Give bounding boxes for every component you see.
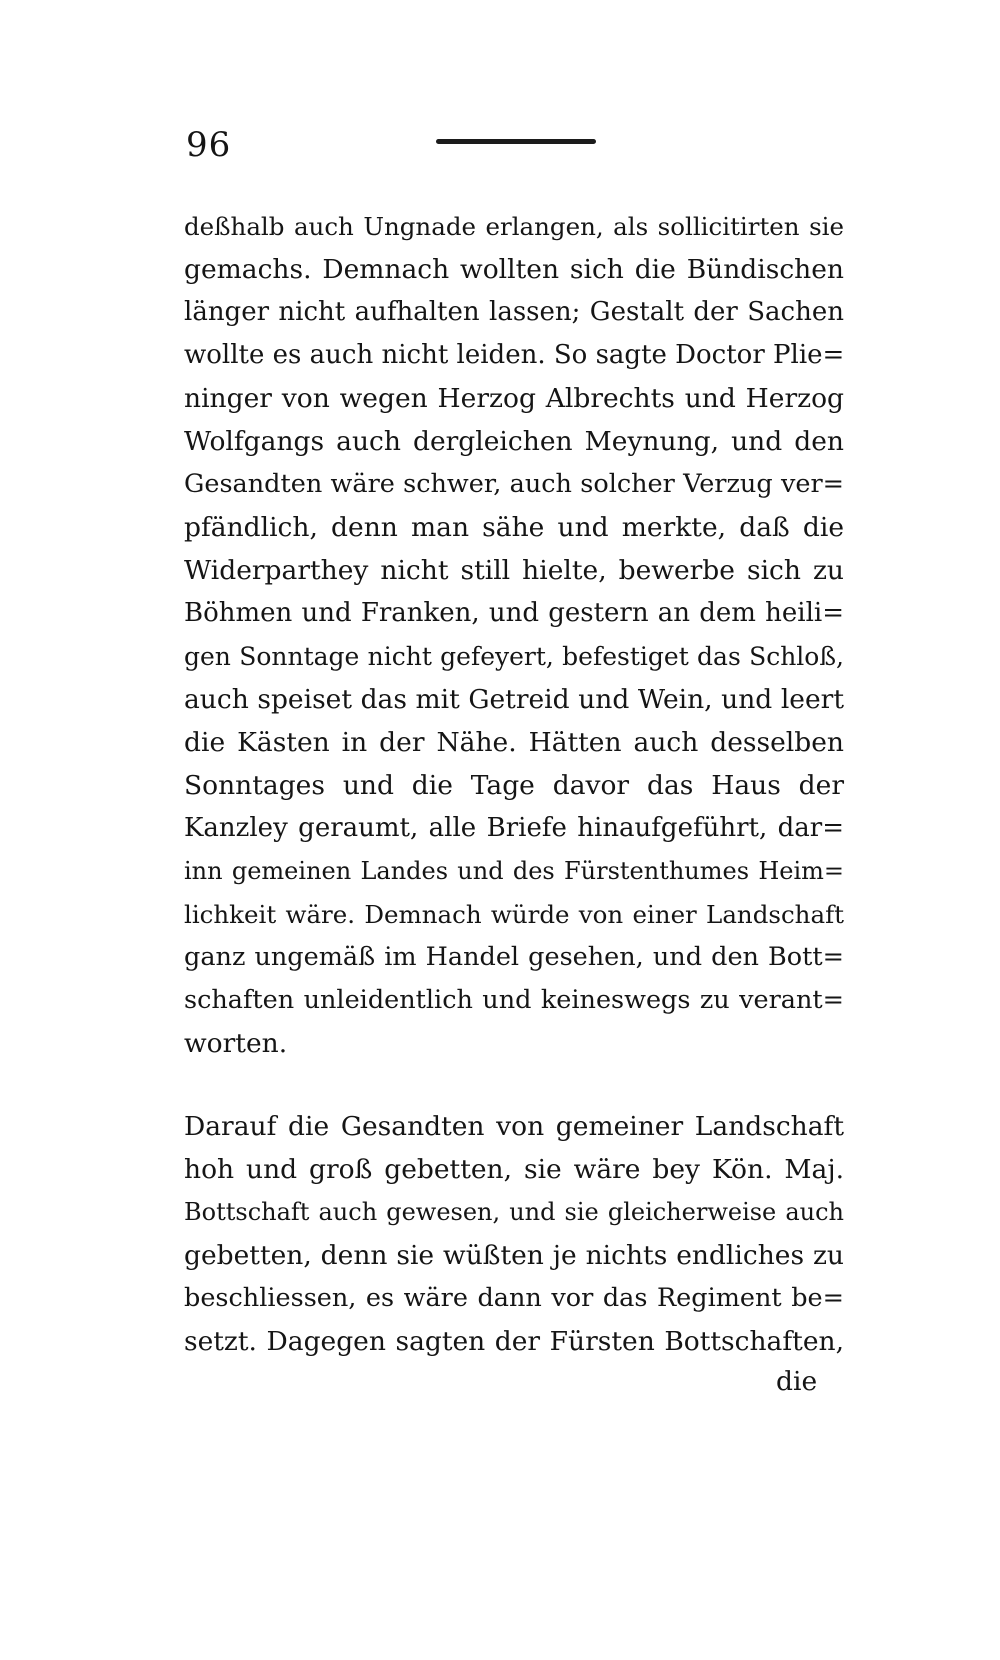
text-line: beschliessen, es wäre dann vor das Regiment be= bbox=[184, 1283, 844, 1313]
text-line: wollte es auch nicht leiden. So sagte Doctor Plie= bbox=[184, 340, 845, 370]
catchword: die bbox=[776, 1366, 818, 1397]
paragraph-1 bbox=[184, 205, 844, 1065]
text-line: gen Sonntage nicht gefeyert, befestiget das Schloß, bbox=[184, 642, 844, 671]
text-line: länger nicht aufhalten lassen; Gestalt der Sachen bbox=[184, 297, 844, 327]
header-rule bbox=[436, 139, 596, 144]
text-line: gebetten, denn sie wüßten je nichts endliches zu bbox=[184, 1240, 844, 1271]
text-line: Kanzley geraumt, alle Briefe hinaufgeführt, dar= bbox=[184, 813, 844, 843]
text-line: gemachs. Demnach wollten sich die Bündischen bbox=[184, 254, 844, 285]
text-line: Darauf die Gesandten von gemeiner Landschaft bbox=[184, 1111, 844, 1142]
text-line: ninger von wegen Herzog Albrechts und Herzog bbox=[184, 383, 844, 414]
text-line: auch speiset das mit Getreid und Wein, und leert bbox=[184, 684, 844, 715]
paragraph-2 bbox=[184, 1105, 844, 1363]
text-line: Bottschaft auch gewesen, und sie gleicherweise auch bbox=[184, 1198, 844, 1226]
text-line: deßhalb auch Ungnade erlangen, als sollicitirten sie bbox=[184, 212, 844, 241]
text-line: Sonntages und die Tage davor das Haus der bbox=[184, 770, 844, 801]
text-line: worten. bbox=[184, 1028, 288, 1059]
text-line: schaften unleidentlich und keineswegs zu verant= bbox=[184, 985, 844, 1015]
text-line: setzt. Dagegen sagten der Fürsten Bottschaften, bbox=[184, 1326, 844, 1357]
text-line: Gesandten wäre schwer, auch solcher Verzug ver= bbox=[184, 469, 844, 499]
text-line: pfändlich, denn man sähe und merkte, daß die bbox=[184, 512, 844, 543]
text-line: Widerparthey nicht still hielte, bewerbe sich zu bbox=[184, 555, 844, 586]
page-number: 96 bbox=[186, 125, 232, 165]
text-line: Böhmen und Franken, und gestern an dem heili= bbox=[184, 598, 844, 628]
text-line: die Kästen in der Nähe. Hätten auch desselben bbox=[184, 727, 844, 758]
text-line: ganz ungemäß im Handel gesehen, und den Bott= bbox=[184, 942, 844, 972]
text-line: hoh und groß gebetten, sie wäre bey Kön. Maj. bbox=[184, 1154, 844, 1185]
text-line: inn gemeinen Landes und des Fürstenthumes Heim= bbox=[184, 857, 844, 885]
text-line: Wolfgangs auch dergleichen Meynung, und den bbox=[184, 426, 844, 457]
page-header bbox=[0, 0, 1000, 200]
text-line: lichkeit wäre. Demnach würde von einer Landschaft bbox=[184, 900, 844, 929]
